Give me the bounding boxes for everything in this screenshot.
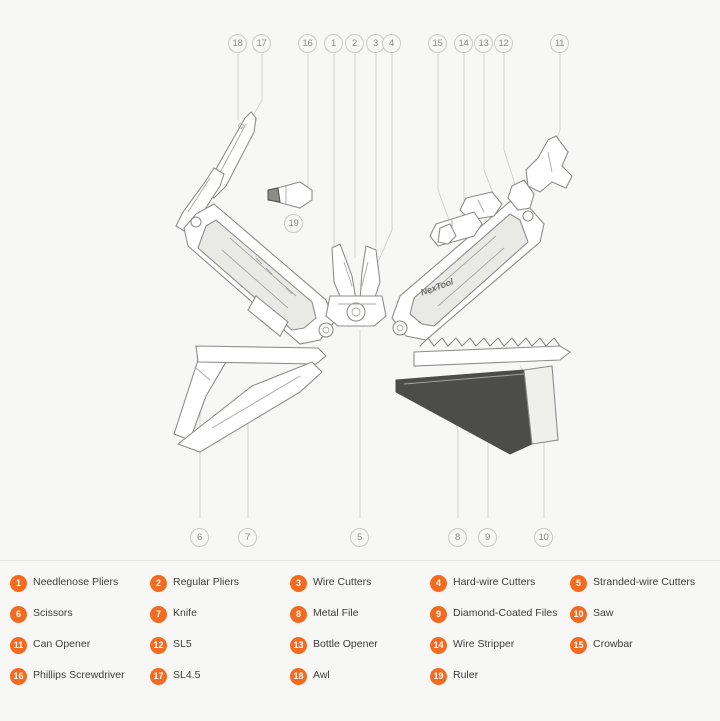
legend-badge: 10	[570, 606, 587, 623]
legend-item-needlenose-pliers[interactable]	[10, 571, 150, 602]
legend-item-diamond-coated-files[interactable]	[430, 602, 570, 633]
legend-badge: 6	[10, 606, 27, 623]
legend-label: Regular Pliers	[173, 576, 239, 588]
callout-marker[interactable]: 16	[298, 34, 317, 53]
legend-label: SL5	[173, 638, 192, 650]
legend-item-bottle-opener[interactable]	[290, 633, 430, 664]
callout-marker[interactable]: 2	[345, 34, 364, 53]
callout-marker[interactable]: 3	[366, 34, 385, 53]
legend-item-wire-stripper[interactable]	[430, 633, 570, 664]
callout-marker[interactable]: 18	[228, 34, 247, 53]
legend-badge: 12	[150, 637, 167, 654]
callout-marker[interactable]: 15	[428, 34, 447, 53]
legend-label: Awl	[313, 669, 330, 681]
legend-badge: 17	[150, 668, 167, 685]
legend-badge: 3	[290, 575, 307, 592]
legend-item-stranded-wire-cutters[interactable]	[570, 571, 710, 602]
legend-grid	[10, 571, 710, 695]
legend-label: Metal File	[313, 607, 359, 619]
legend-label: Wire Stripper	[453, 638, 515, 650]
legend-item-metal-file[interactable]	[290, 602, 430, 633]
callout-marker[interactable]: 14	[454, 34, 473, 53]
callout-marker[interactable]: 13	[474, 34, 493, 53]
callout-marker[interactable]: 5	[350, 528, 369, 547]
callout-marker[interactable]: 11	[550, 34, 569, 53]
legend-panel	[0, 560, 720, 721]
legend-badge: 8	[290, 606, 307, 623]
legend-label: Diamond-Coated Files	[453, 607, 558, 619]
legend-item-hard-wire-cutters[interactable]	[430, 571, 570, 602]
legend-item-wire-cutters[interactable]	[290, 571, 430, 602]
brand-label: NexTool	[419, 276, 455, 298]
legend-label: Needlenose Pliers	[33, 576, 119, 588]
legend-badge: 16	[10, 668, 27, 685]
legend-item-scissors[interactable]	[10, 602, 150, 633]
can-opener-tool	[526, 136, 572, 192]
legend-label: Can Opener	[33, 638, 91, 650]
legend-item-ruler[interactable]	[430, 664, 570, 695]
legend-badge: 2	[150, 575, 167, 592]
callout-marker[interactable]: 4	[382, 34, 401, 53]
callout-marker[interactable]: 17	[252, 34, 271, 53]
legend-label: Wire Cutters	[313, 576, 372, 588]
legend-item-sl45[interactable]	[150, 664, 290, 695]
legend-label: Saw	[593, 607, 614, 619]
legend-badge: 19	[430, 668, 447, 685]
legend-badge: 1	[10, 575, 27, 592]
legend-label: Scissors	[33, 607, 73, 619]
callout-marker[interactable]: 8	[448, 528, 467, 547]
left-handle	[184, 204, 334, 344]
legend-badge: 7	[150, 606, 167, 623]
legend-badge: 9	[430, 606, 447, 623]
legend-label: SL4.5	[173, 669, 201, 681]
phillips-screwdriver-tool	[268, 182, 312, 208]
callout-marker[interactable]: 6	[190, 528, 209, 547]
pliers-head	[326, 244, 386, 326]
callout-marker[interactable]: 12	[494, 34, 513, 53]
legend-item-sl5[interactable]	[150, 633, 290, 664]
legend-item-can-opener[interactable]	[10, 633, 150, 664]
legend-label: Bottle Opener	[313, 638, 378, 650]
legend-badge: 14	[430, 637, 447, 654]
callout-marker[interactable]: 10	[534, 528, 553, 547]
legend-badge: 4	[430, 575, 447, 592]
callout-marker[interactable]: 19	[284, 214, 303, 233]
legend-label: Phillips Screwdriver	[33, 669, 125, 681]
legend-item-knife[interactable]	[150, 602, 290, 633]
legend-badge: 13	[290, 637, 307, 654]
legend-item-phillips-screwdriver[interactable]	[10, 664, 150, 695]
legend-label: Crowbar	[593, 638, 633, 650]
legend-label: Knife	[173, 607, 197, 619]
legend-badge: 5	[570, 575, 587, 592]
saw-tool	[414, 338, 570, 366]
legend-label: Hard-wire Cutters	[453, 576, 536, 588]
legend-item-awl[interactable]	[290, 664, 430, 695]
legend-item-crowbar[interactable]	[570, 633, 710, 664]
legend-item-regular-pliers[interactable]	[150, 571, 290, 602]
callout-marker[interactable]: 9	[478, 528, 497, 547]
diamond-file-tool	[396, 366, 558, 454]
callout-marker[interactable]: 7	[238, 528, 257, 547]
callout-marker[interactable]: 1	[324, 34, 343, 53]
legend-label: Stranded-wire Cutters	[593, 576, 696, 588]
legend-badge: 15	[570, 637, 587, 654]
legend-item-saw[interactable]	[570, 602, 710, 633]
legend-label: Ruler	[453, 669, 479, 681]
legend-badge: 11	[10, 637, 27, 654]
legend-badge: 18	[290, 668, 307, 685]
